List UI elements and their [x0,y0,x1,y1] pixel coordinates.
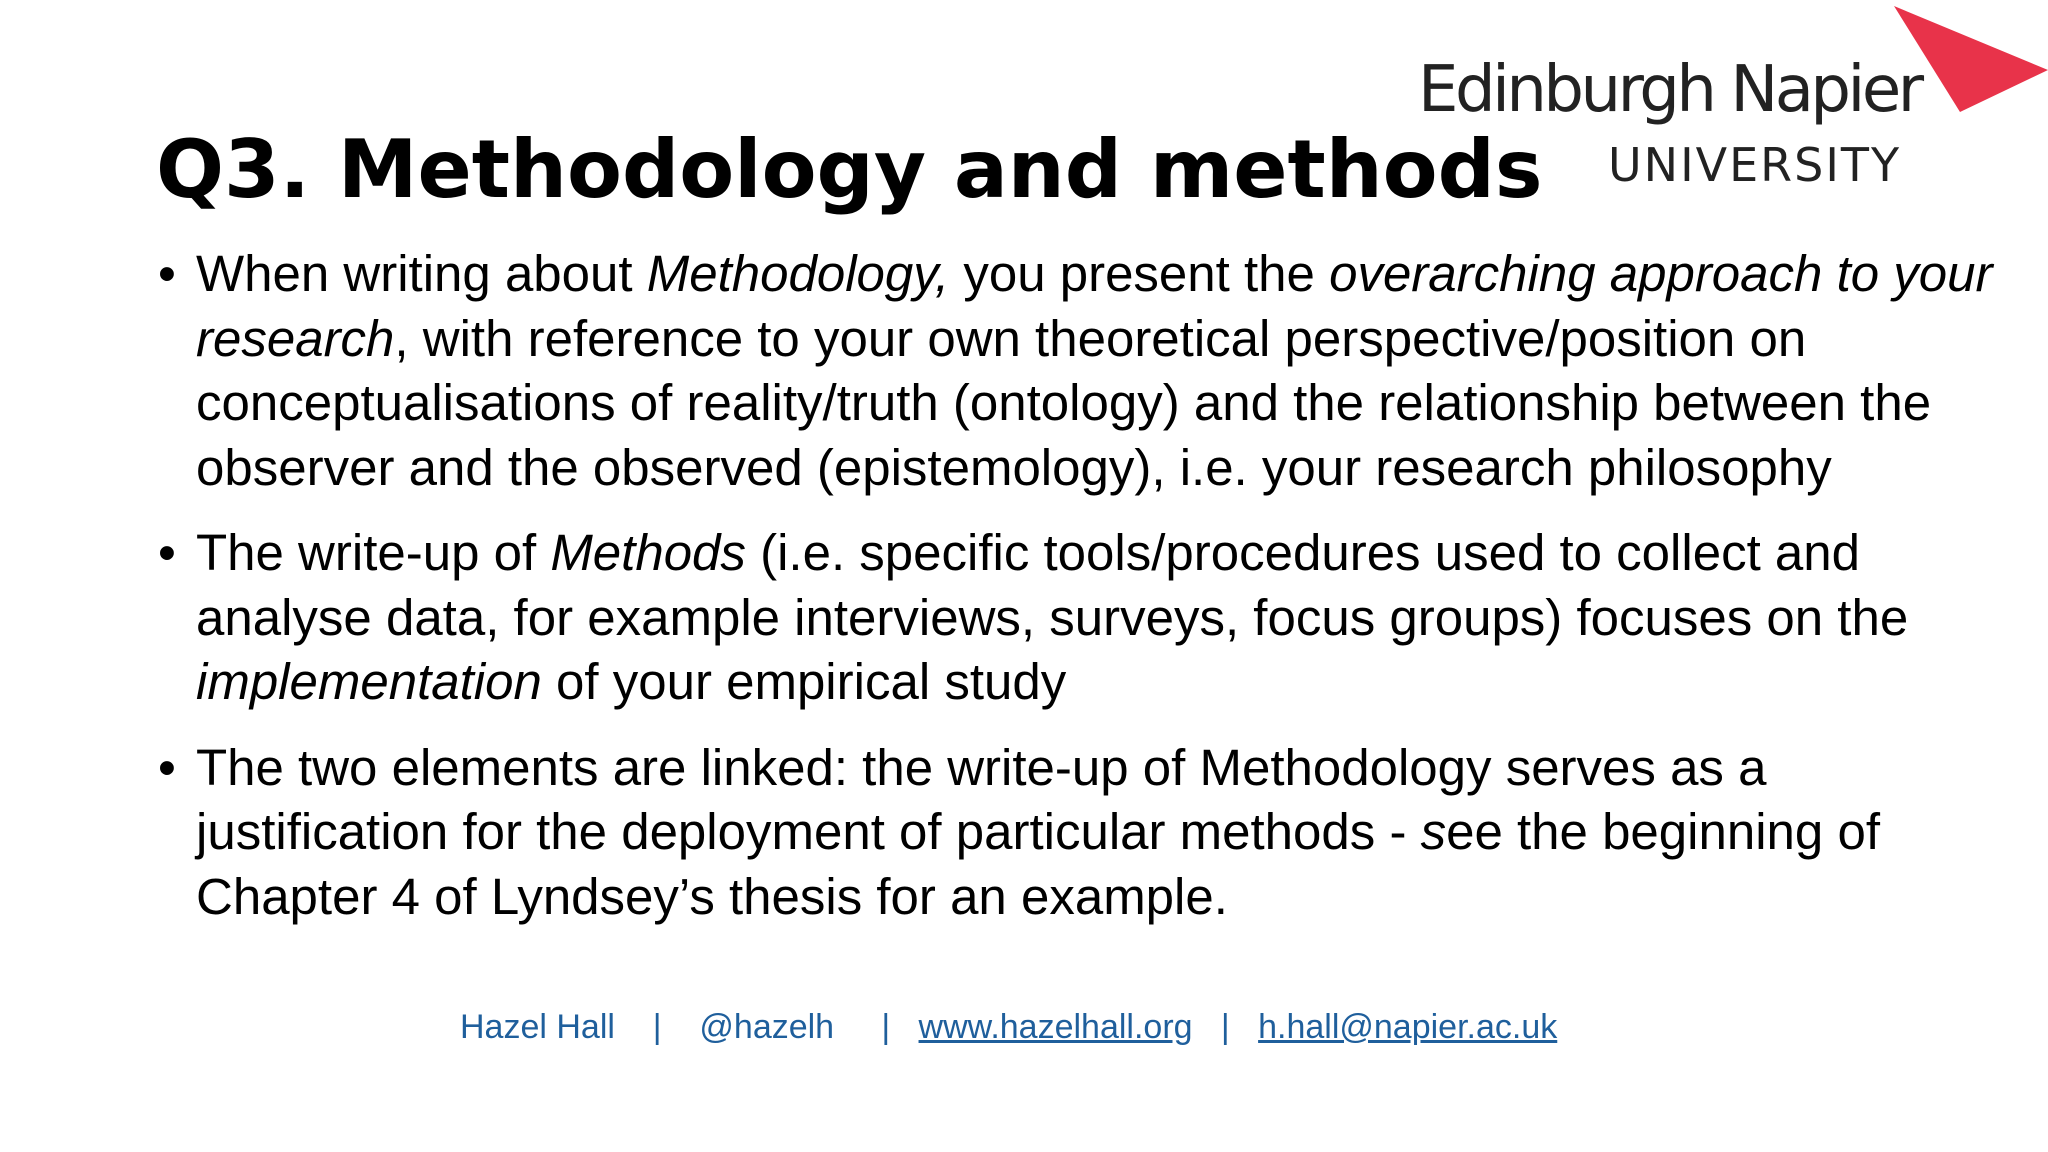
bullet-list [150,242,2010,950]
footer-email-link[interactable]: h.hall@napier.ac.uk [1258,1008,1558,1046]
bullet-text-segment: (i.e. specific tools/procedures used to collect and analyse data, for example interviews, surveys, focus groups) focuses on the [196,524,1909,646]
bullet-text-segment: Methodology, [646,245,950,302]
footer-separator: | [881,1008,891,1046]
bullet-text-segment: , with reference to your own theoretical perspective/position on conceptualisations of reality/truth (ontology) and the relationship between the observer and the observed (epistemology), i.e. your research philosophy [196,309,1932,496]
bullet-text-segment: overarching approach to your research [196,245,1993,367]
footer-website-link[interactable]: www.hazelhall.org [918,1008,1193,1046]
bullet-marker: • [158,738,176,796]
bullet-text-segment: s [1420,803,1447,860]
bullet-text-segment: The two elements are linked: the write-up of Methodology serves as a justification for the deployment of particular methods - [196,738,1767,860]
bullet-text-segment: When writing about [196,245,647,302]
bullet-text-segment: you present the [949,245,1330,302]
bullet-item [150,242,2010,500]
slide-title: Q3. Methodology and methods [156,123,1543,216]
logo-name: Edinburgh Napier [1418,53,1921,127]
footer-twitter-handle: @hazelh [699,1008,835,1046]
footer [460,1008,1557,1047]
footer-separator: | [652,1008,662,1046]
bullet-marker: • [158,245,176,302]
bullet-text-segment: Methods [550,524,746,581]
bullet-item [150,521,2010,715]
footer-author-name: Hazel Hall [460,1008,615,1046]
bullet-marker: • [158,524,176,581]
bullet-text-segment: implementation [196,653,542,710]
bullet-text-segment: ee the beginning of Chapter 4 of Lyndsey’s thesis for an example. [196,803,1880,925]
logo-subtitle: UNIVERSITY [1608,138,1902,192]
bullet-text-segment: The write-up of [196,524,551,581]
bullet-text-segment: of your empirical study [541,653,1067,710]
footer-separator: | [1220,1008,1230,1046]
bullet-item [150,736,2010,930]
